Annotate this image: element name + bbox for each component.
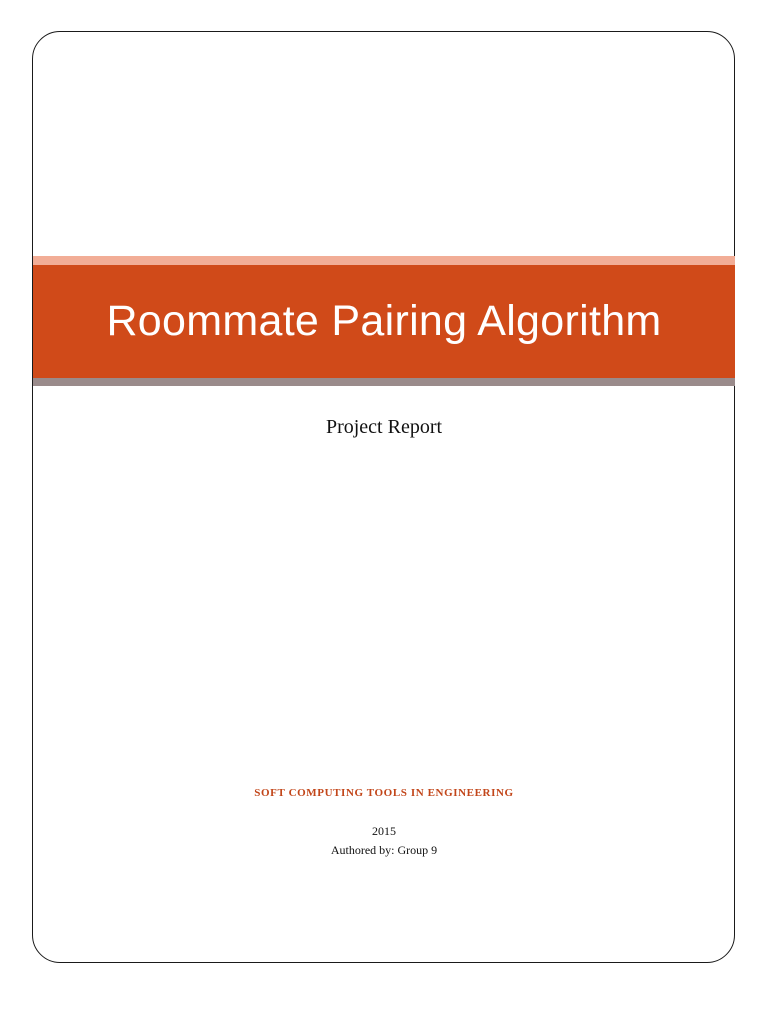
document-year: 2015 (372, 824, 396, 838)
title-band-top-accent (33, 256, 735, 265)
course-name: SOFT COMPUTING TOOLS IN ENGINEERING (254, 787, 514, 799)
author-line: Authored by: Group 9 (330, 843, 438, 857)
document-subtitle: Project Report (325, 416, 443, 438)
title-band-bottom-accent (33, 378, 735, 386)
document-title: Roommate Pairing Algorithm (106, 297, 662, 345)
title-band (33, 265, 735, 378)
